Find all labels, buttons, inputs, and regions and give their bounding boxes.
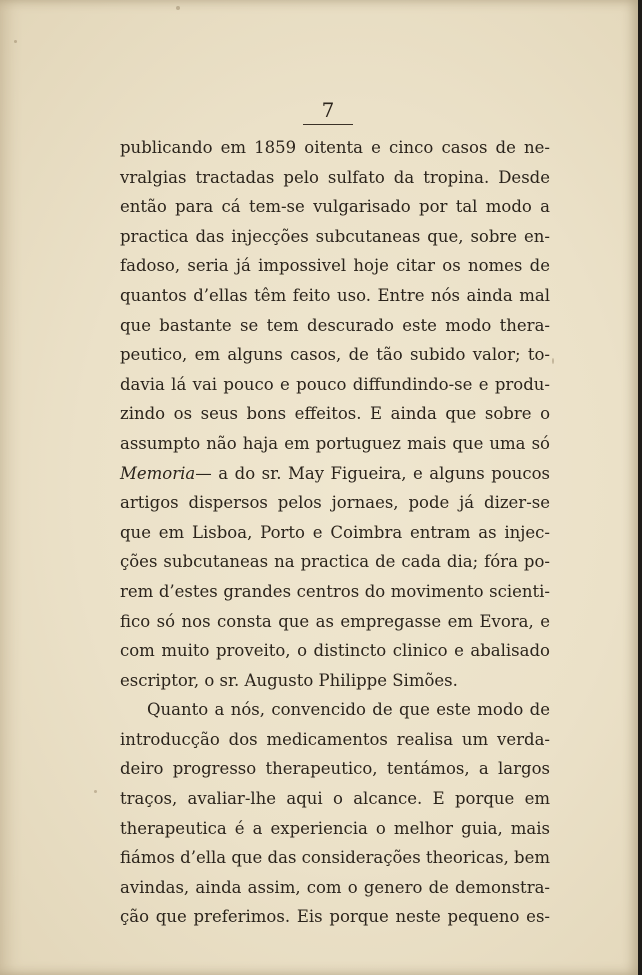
text-line: davia lá vai pouco e pouco diffundindo-se e produ- <box>120 374 550 394</box>
text-line: fico só nos consta que as empregasse em Evora, e <box>120 611 550 631</box>
text-line: assumpto não haja em portuguez mais que uma só <box>120 433 550 453</box>
text-line: zindo os seus bons effeitos. E ainda que sobre o <box>120 404 550 424</box>
paper-speck <box>552 358 554 364</box>
text-line: artigos dispersos pelos jornaes, pode já dizer-se <box>120 493 550 513</box>
text-line: então para cá tem-se vulgarisado por tal modo a <box>120 197 550 217</box>
text-line: fiámos d’ella que das considerações theoricas, bem <box>120 848 551 868</box>
page-number: 7 <box>321 98 335 122</box>
text-line: quantos d’ellas têm feito uso. Entre nós ainda mal <box>120 285 550 305</box>
text-line: deiro progresso therapeutico, tentámos, a largos <box>120 759 550 779</box>
text-span: — a do sr. May Figueira, e alguns poucos <box>195 463 550 483</box>
page-number-rule <box>303 124 353 125</box>
text-line: fadoso, seria já impossivel hoje citar os nomes de <box>120 256 550 276</box>
text-line: que em Lisboa, Porto e Coimbra entram as injec- <box>120 522 550 542</box>
paper-speck <box>94 790 97 793</box>
text-line: que bastante se tem descurado este modo thera- <box>120 315 550 335</box>
text-line: escriptor, o sr. Augusto Philippe Simões. <box>120 670 458 690</box>
text-line: avindas, ainda assim, com o genero de demonstra- <box>120 877 550 897</box>
text-line: therapeutica é a experiencia o melhor guia, mais <box>120 818 550 838</box>
text-line: practica das injecções subcutaneas que, sobre en- <box>120 226 550 246</box>
italic-title: Memoria <box>120 463 196 483</box>
text-line: com muito proveito, o distincto clinico e abalisado <box>120 641 550 661</box>
page-body <box>120 133 550 932</box>
text-line: ções subcutaneas na practica de cada dia; fóra po- <box>120 552 550 572</box>
text-line: peutico, em alguns casos, de tão subido valor; to- <box>120 345 550 365</box>
paper-speck <box>14 40 17 43</box>
text-line: rem d’estes grandes centros do movimento scienti- <box>120 581 550 601</box>
paper-speck <box>176 6 180 10</box>
text-line: vralgias tractadas pelo sulfato da tropina. Desde <box>120 167 550 187</box>
text-line: Quanto a nós, convencido de que este modo de <box>147 700 550 720</box>
paragraph-1 <box>120 133 550 695</box>
text-line <box>120 459 550 489</box>
text-line: introducção dos medicamentos realisa um verda- <box>120 729 550 749</box>
text-line: traços, avaliar-lhe aqui o alcance. E porque em <box>120 789 550 809</box>
page-edge <box>638 0 642 975</box>
text-line: publicando em 1859 oitenta e cinco casos de ne- <box>120 138 550 157</box>
paragraph-2 <box>120 695 550 932</box>
text-line: ção que preferimos. Eis porque neste pequeno es- <box>120 907 550 927</box>
